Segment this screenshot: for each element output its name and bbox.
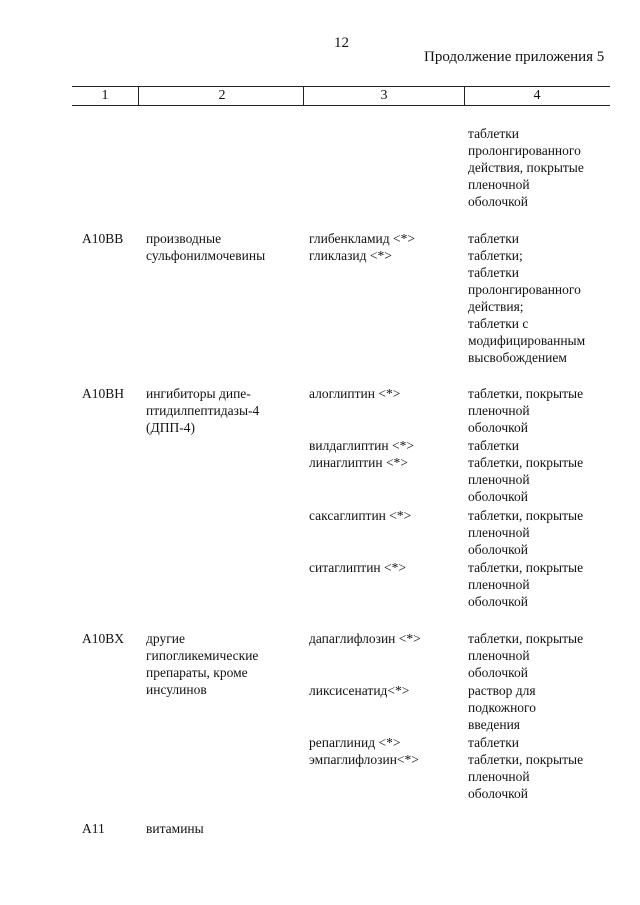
dosage-form: оболочкой xyxy=(468,420,528,435)
drug-name: алоглиптин <*> xyxy=(309,386,401,401)
drug-name: линаглиптин <*> xyxy=(309,455,408,470)
drug-name: глибенкламид <*> xyxy=(309,231,415,246)
column-number-1: 1 xyxy=(101,88,109,103)
dosage-form: таблетки, покрытые xyxy=(468,455,584,470)
dosage-form: оболочкой xyxy=(468,786,528,801)
drug-name: саксаглиптин <*> xyxy=(309,508,412,523)
dosage-form: таблетки xyxy=(468,231,520,246)
atc-code: A10BH xyxy=(82,386,125,401)
dosage-form: таблетки; xyxy=(468,248,523,263)
col-divider-3 xyxy=(464,86,465,106)
header-rule-top xyxy=(72,86,610,87)
pharmacological-group: препараты, кроме xyxy=(146,665,248,680)
header-rule-bottom xyxy=(72,105,610,106)
pharmacological-group: сульфонилмочевины xyxy=(146,248,266,263)
dosage-form: оболочкой xyxy=(468,594,528,609)
continued-dosage-form: таблетки xyxy=(468,126,520,141)
drug-name: вилдаглиптин <*> xyxy=(309,438,414,453)
dosage-form: таблетки, покрытые xyxy=(468,386,584,401)
drug-name: эмпаглифлозин<*> xyxy=(309,752,419,767)
dosage-form: таблетки, покрытые xyxy=(468,508,584,523)
dosage-form: таблетки с xyxy=(468,316,529,331)
dosage-form: пленочной xyxy=(468,403,530,418)
dosage-form: пленочной xyxy=(468,769,530,784)
dosage-form: пленочной xyxy=(468,577,530,592)
drug-name: ликсисенатид<*> xyxy=(309,683,410,698)
dosage-form: оболочкой xyxy=(468,489,528,504)
drug-name: репаглинид <*> xyxy=(309,735,401,750)
dosage-form: подкожного xyxy=(468,700,536,715)
pharmacological-group: (ДПП-4) xyxy=(146,420,195,435)
continued-dosage-form: пролонгированного xyxy=(468,143,581,158)
dosage-form: пленочной xyxy=(468,525,530,540)
dosage-form: пленочной xyxy=(468,472,530,487)
column-number-4: 4 xyxy=(533,88,541,103)
dosage-form: раствор для xyxy=(468,683,536,698)
page-number: 12 xyxy=(334,35,349,51)
col-divider-2 xyxy=(303,86,304,106)
dosage-form: высвобождением xyxy=(468,350,567,365)
atc-code: A10BX xyxy=(82,631,125,646)
continued-dosage-form: пленочной xyxy=(468,177,530,192)
pharmacological-group: другие xyxy=(146,631,185,646)
pharmacological-group: витамины xyxy=(146,821,204,836)
drug-name: ситаглиптин <*> xyxy=(309,560,407,575)
drug-name: гликлазид <*> xyxy=(309,248,392,263)
dosage-form: таблетки xyxy=(468,735,520,750)
continued-dosage-form: действия, покрытые xyxy=(468,160,584,175)
col-divider-1 xyxy=(138,86,139,106)
dosage-form: таблетки xyxy=(468,265,520,280)
dosage-form: модифицированным xyxy=(468,333,586,348)
column-number-2: 2 xyxy=(218,88,226,103)
dosage-form: пролонгированного xyxy=(468,282,581,297)
pharmacological-group: производные xyxy=(146,231,222,246)
dosage-form: введения xyxy=(468,717,521,732)
pharmacological-group: инсулинов xyxy=(146,682,207,697)
dosage-form: таблетки, покрытые xyxy=(468,631,584,646)
dosage-form: таблетки, покрытые xyxy=(468,560,584,575)
pharmacological-group: гипогликемические xyxy=(146,648,259,663)
dosage-form: оболочкой xyxy=(468,542,528,557)
dosage-form: таблетки, покрытые xyxy=(468,752,584,767)
atc-code: A11 xyxy=(82,821,105,836)
pharmacological-group: ингибиторы дипе- xyxy=(146,386,251,401)
atc-code: A10BB xyxy=(82,231,124,246)
continued-dosage-form: оболочкой xyxy=(468,194,528,209)
pharmacological-group: птидилпептидазы-4 xyxy=(146,403,260,418)
drug-name: дапаглифлозин <*> xyxy=(309,631,421,646)
column-number-3: 3 xyxy=(380,88,388,103)
dosage-form: пленочной xyxy=(468,648,530,663)
continuation-title: Продолжение приложения 5 xyxy=(424,49,605,65)
dosage-form: оболочкой xyxy=(468,665,528,680)
dosage-form: действия; xyxy=(468,299,524,314)
dosage-form: таблетки xyxy=(468,438,520,453)
